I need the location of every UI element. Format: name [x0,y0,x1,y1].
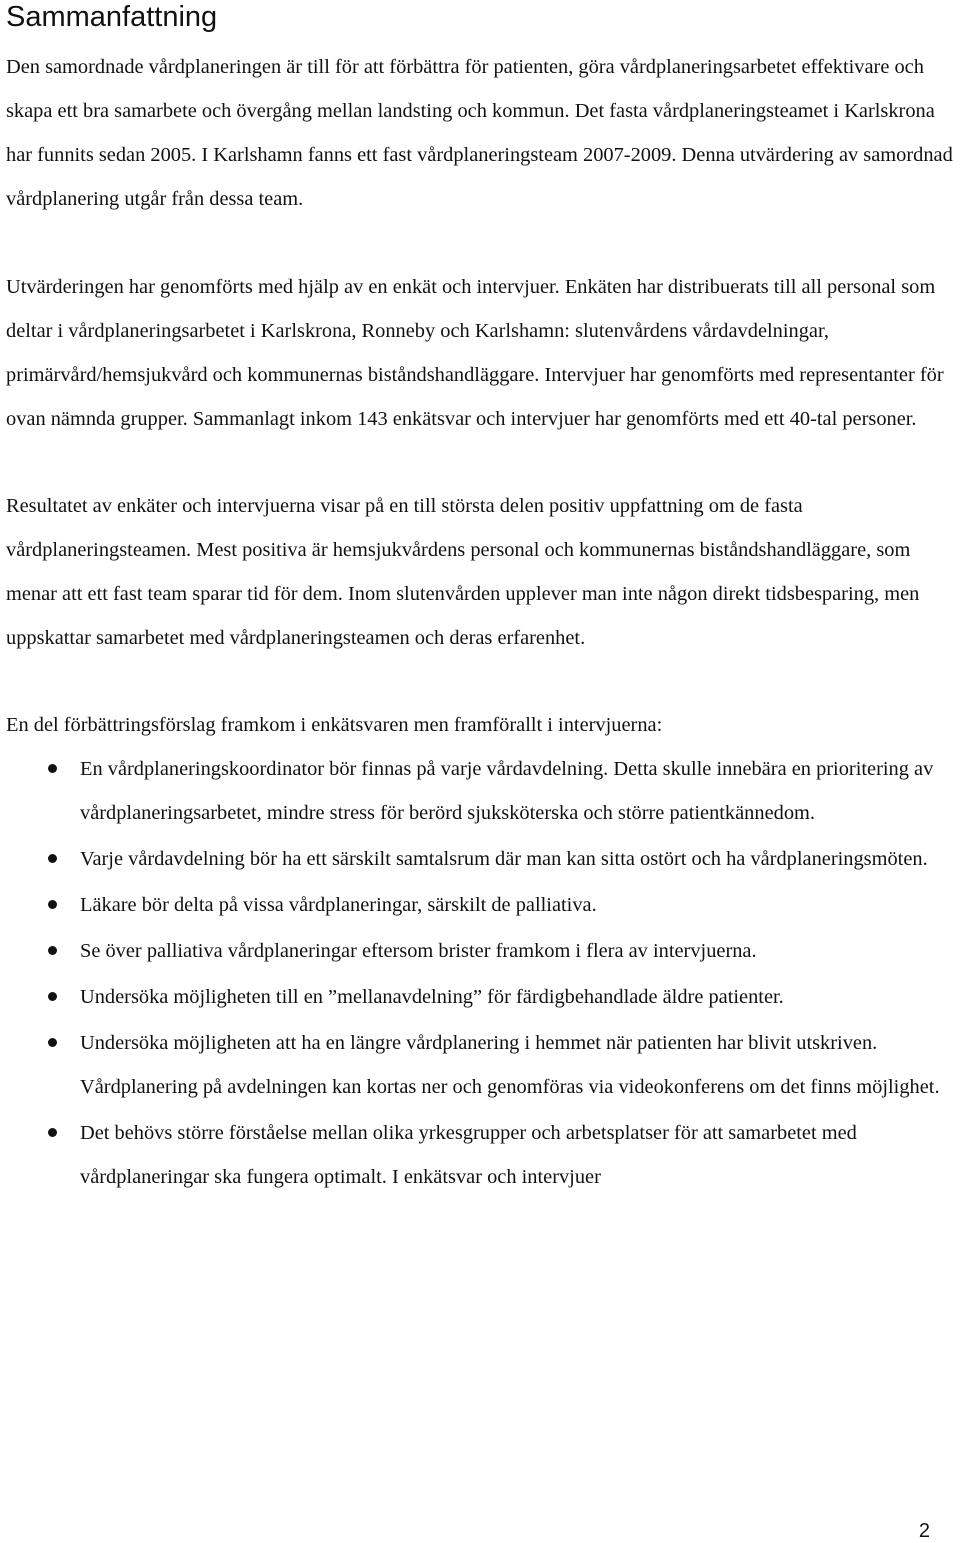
bullet-icon [48,764,57,773]
page-number: 2 [918,1520,930,1542]
bullet-icon [48,1038,57,1047]
bullet-icon [48,854,57,863]
list-item-text: Undersöka möjligheten till en ”mellanavdelning” för färdigbehandlade äldre patienter. [80,986,784,1008]
list-item-text: Varje vårdavdelning bör ha ett särskilt samtalsrum där man kan sitta ostört och ha vårdplaneringsmöten. [80,848,928,870]
list-item [6,837,956,881]
suggestions-list [6,747,956,1199]
section-title: Sammanfattning [6,1,218,33]
bullet-icon [48,946,57,955]
list-item-text: En vårdplaneringskoordinator bör finnas på varje vårdavdelning. Detta skulle innebära en prioritering av vårdplaneringsarbetet, mindre stress för berörd sjuksköterska och större patientkännedom. [80,758,934,824]
paragraph-intro: Den samordnade vårdplaneringen är till för att förbättra för patienten, göra vårdplaneringsarbetet effektivare och skapa ett bra samarbete och övergång mellan landsting och kommun. Det fasta vårdplaneringsteamet i Karlskrona har funnits sedan 2005. I Karlshamn fanns ett fast vårdplaneringsteam 2007-2009. Denna utvärdering av samordnad vårdplanering utgår från dessa team. [6,56,953,210]
list-item [6,929,956,973]
document-page [6,0,956,1201]
paragraph-suggestions-intro: En del förbättringsförslag framkom i enkätsvaren men framförallt i intervjuerna: [6,714,663,736]
list-item [6,747,956,835]
list-item [6,975,956,1019]
list-item [6,883,956,927]
paragraph-results: Resultatet av enkäter och intervjuerna visar på en till största delen positiv uppfattning om de fasta vårdplaneringsteamen. Mest positiva är hemsjukvårdens personal och kommunernas biståndshandläggare, som menar att ett fast team sparar tid för dem. Inom slutenvården upplever man inte någon direkt tidsbesparing, men uppskattar samarbetet med vårdplaneringsteamen och deras erfarenhet. [6,495,920,649]
paragraph-method: Utvärderingen har genomförts med hjälp av en enkät och intervjuer. Enkäten har distribuerats till all personal som deltar i vårdplaneringsarbetet i Karlskrona, Ronneby och Karlshamn: slutenvårdens vårdavdelningar, primärvård/hemsjukvård och kommunernas biståndshandläggare. Intervjuer har genomförts med representanter för ovan nämnda grupper. Sammanlagt inkom 143 enkätsvar och intervjuer har genomförts med ett 40-tal personer. [6,276,944,430]
list-item-text: Se över palliativa vårdplaneringar eftersom brister framkom i flera av intervjuerna. [80,940,757,962]
bullet-icon [48,1128,57,1137]
bullet-icon [48,900,57,909]
list-item-text: Undersöka möjligheten att ha en längre vårdplanering i hemmet när patienten har blivit utskriven. Vårdplanering på avdelningen kan kortas ner och genomföras via videokonferens om det finns möjlighet. [80,1032,940,1098]
list-item [6,1111,956,1199]
bullet-icon [48,992,57,1001]
list-item-text: Det behövs större förståelse mellan olika yrkesgrupper och arbetsplatser för att samarbetet med vårdplaneringar ska fungera optimalt. I enkätsvar och intervjuer [80,1122,857,1188]
list-item [6,1021,956,1109]
list-item-text: Läkare bör delta på vissa vårdplaneringar, särskilt de palliativa. [80,894,597,916]
